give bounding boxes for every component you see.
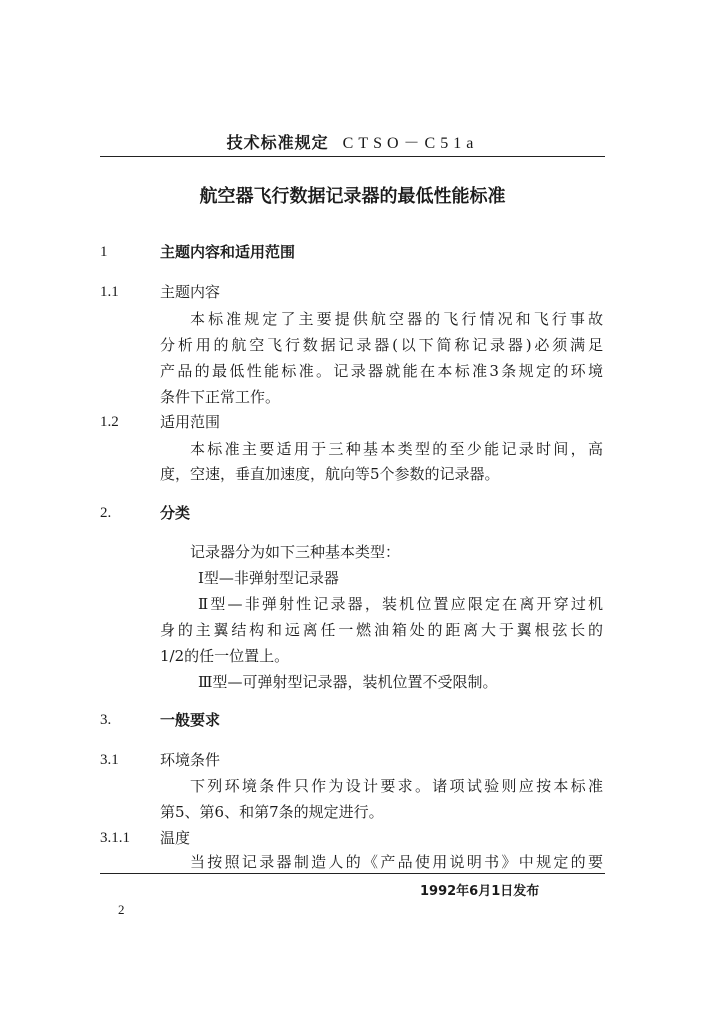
section-1-1-line-2: 分析用的航空飞行数据记录器(以下简称记录器)必须满足 (160, 336, 603, 354)
header-code: CTSO－C51a (342, 135, 479, 152)
section-2-line-1: 记录器分为如下三种基本类型： (190, 543, 401, 561)
section-2-line-5: 1/2的任一位置上。 (160, 647, 290, 665)
section-3-1-number: 3.1 (100, 752, 119, 768)
section-1-2-line-2: 度，空速，垂直加速度，航向等5个参数的记录器。 (160, 465, 500, 483)
section-2-line-6: Ⅲ型—可弹射型记录器，装机位置不受限制。 (198, 673, 498, 691)
page-number: 2 (118, 902, 125, 917)
section-2-number: 2. (100, 505, 112, 521)
footer-rule (100, 873, 605, 874)
section-1-2-line-1: 本标准主要适用于三种基本类型的至少能记录时间，高 (190, 440, 603, 458)
section-3-1-1-line-1: 当按照记录器制造人的《产品使用说明书》中规定的要 (190, 853, 603, 871)
header-rule (100, 156, 605, 157)
section-1-1-line-3: 产品的最低性能标准。记录器就能在本标准3条规定的环境 (160, 362, 603, 380)
section-2-line-4: 身的主翼结构和远离任一燃油箱处的距离大于翼根弦长的 (160, 621, 603, 639)
section-1-1-line-1: 本标准规定了主要提供航空器的飞行情况和飞行事故 (190, 310, 603, 328)
section-2-title: 分类 (160, 504, 191, 522)
section-3-1-title: 环境条件 (160, 751, 221, 769)
section-2-line-3: Ⅱ型—非弹射性记录器，装机位置应限定在离开穿过机 (198, 595, 603, 613)
document-title: 航空器飞行数据记录器的最低性能标准 (199, 186, 506, 207)
publication-date: 1992年6月1日发布 (420, 884, 540, 899)
section-3-1-1-title: 温度 (160, 829, 191, 847)
section-3-1-line-1: 下列环境条件只作为设计要求。诸项试验则应按本标准 (190, 777, 603, 795)
section-3-1-1-number: 3.1.1 (100, 830, 130, 846)
header-title: 技术标准规定 (226, 133, 329, 152)
section-1-2-title: 适用范围 (160, 413, 221, 431)
section-1-1-number: 1.1 (100, 284, 119, 300)
section-1-1-title: 主题内容 (160, 283, 221, 301)
section-3-1-line-2: 第5、第6、和第7条的规定进行。 (160, 803, 384, 821)
section-3-number: 3. (100, 712, 112, 728)
section-1-number: 1 (100, 244, 108, 260)
section-1-2-number: 1.2 (100, 414, 119, 430)
page-header (100, 130, 605, 153)
section-1-1-line-4: 条件下正常工作。 (160, 388, 281, 406)
section-1-title: 主题内容和适用范围 (160, 243, 296, 261)
section-2-line-2: Ⅰ型—非弹射型记录器 (198, 569, 339, 587)
section-3-title: 一般要求 (160, 711, 221, 729)
